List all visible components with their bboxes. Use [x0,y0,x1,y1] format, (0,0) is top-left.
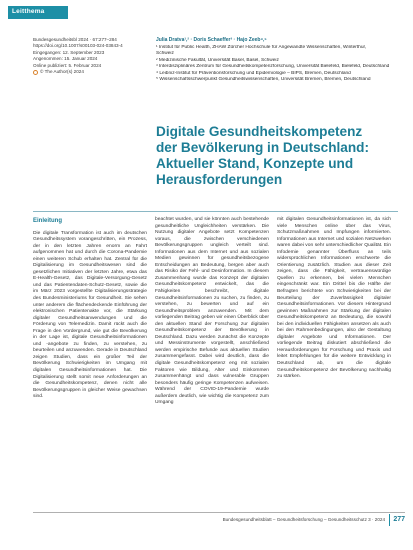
affiliation: ³ Interdisziplinäres Zentrum für Gesundheitskompetenzforschung, Universität Bielefeld, Bielefeld, Deutschland [156,64,390,69]
body-text: beachtet wurden, und sie könnten auch bestehende gesundheitliche Ungleichheiten verstärken. Die Nutzung digitaler Angebote setzt Kompetenzen voraus, die zwischen verschiedenen Bevölkerungsgruppen ungleich verteilt sind. Informationen aus dem Internet und aus sozialen Medien gewinnen für gesundheitsbezogene Entscheidungen an Bedeutung, bergen aber auch das Risiko der Fehl- und Desinformation. In diesem Zusammenhang wurde das Konzept der digitalen Gesundheitskompetenz entwickelt, das die Fähigkeiten beschreibt, digitale Gesundheitsinformationen zu suchen, zu finden, zu verstehen, zu bewerten und auf ein Gesundheitsproblem anzuwenden. Mit dem vorliegenden Beitrag geben wir einen Überblick über den aktuellen Stand der Forschung zur digitalen Gesundheitskompetenz der Bevölkerung in Deutschland. Dazu werden zunächst die Konzepte und Messinstrumente vorgestellt, anschließend werden empirische Befunde aus aktuellen Studien zusammengefasst. Dabei wird deutlich, dass die digitale Gesundheitskompetenz eng mit sozialen Faktoren wie Bildung, Alter und Einkommen zusammenhängt und dass vulnerable Gruppen besonders häufig geringe Kompetenzen aufweisen. Während der COVID-19-Pandemie wurde außerdem deutlich, wie wichtig die Kompetenz zum Umgang [155,217,269,406]
title-line: Digitale Gesundheitskompetenz [156,124,363,139]
affiliation: ¹ Institut für Public Health, ZHAW Zürcher Hochschule für Angewandte Wissenschaften, Winterthur, [156,44,367,50]
affiliation: ⁴ Leibniz-Institut für Präventionsforschung und Epidemiologie – BIPS, Bremen, Deutschland [156,70,351,76]
footer-journal: Bundesgesundheitsblatt – Gesundheitsforschung – Gesundheitsschutz 3 · 2024 [222,517,385,522]
meta-citation: Bundesgesundheitsbl 2024 · 67:277–284 [33,37,117,42]
author-names: Julia Dratva¹,² · Doris Schaeffer³ · Hajo Zeeb⁴,⁵ [156,37,267,43]
section-heading: Einleitung [33,218,62,224]
meta-published: Online publiziert: 5. Februar 2024 [33,62,102,68]
meta-copyright [33,69,143,75]
open-access-icon [33,70,38,75]
title-line: Herausforderungen [156,172,283,187]
body-text: mit digitalen Gesundheitsinformationen ist, da sich viele Menschen online über das Virus, Schutzmaßnahmen und Impfungen informierten. Informationen aus Internet und sozialen Netzwerken waren dabei von sehr unterschiedlicher Qualität. Ein Infodemie genannter Überfluss an teils widersprüchlichen Informationen erschwerte die Orientierung zusätzlich. Studien aus dieser Zeit zeigen, dass die Fähigkeit, vertrauenswürdige Quellen zu erkennen, bei vielen Menschen eingeschränkt war. Ein Drittel bis die Hälfte der Befragten berichtete von Schwierigkeiten bei der Beurteilung der Zuverlässigkeit digitaler Gesundheitsinformationen. Vor diesem Hintergrund gewinnen Maßnahmen zur Stärkung der digitalen Gesundheitskompetenz an Bedeutung, die sowohl bei den individuellen Fähigkeiten ansetzen als auch bei den Rahmenbedingungen, also der Gestaltung digitaler Angebote und Informationen. Der vorliegende Beitrag diskutiert abschließend die Herausforderungen für Forschung und Praxis und leitet Empfehlungen für die weitere Entwicklung in Deutschland ab, um die digitale Gesundheitskompetenz der Bevölkerung nachhaltig zu stärken. [277,217,391,380]
text-column-3 [277,217,391,381]
article-title [156,124,404,188]
affiliation: ² Medizinische Fakultät, Universität Basel, Basel, Schweiz [156,57,279,63]
meta-accepted: Angenommen: 15. Januar 2024 [33,56,98,62]
body-text: Die digitale Transformation ist auch im deutschen Gesundheitssystem vorangeschritten, ein Prozess, der in den letzten Jahren enorm an Fahrt aufgenommen hat und durch die Corona-Pandemie einen weiteren Schub erhalten hat. Zentral für die Digitalisierung im Gesundheitswesen sind die gesetzlichen Initiativen der letzten Jahre, etwa das E-Health-Gesetz, das Digitale-Versorgung-Gesetz und das Patientendaten-Schutz-Gesetz, sowie die im März 2023 vorgestellte Digitalisierungsstrategie des Bundesministeriums für Gesundheit. Sie sehen unter anderem die flächendeckende Einführung der elektronischen Patientenakte vor, die Stärkung digitaler Gesundheitsanwendungen und die Förderung von Telemedizin. Damit rückt auch die Frage in den Vordergrund, wie gut die Bevölkerung in der Lage ist, digitale Gesundheitsinformationen und -angebote zu finden, zu verstehen, zu beurteilen und anzuwenden. Gerade in Deutschland zeigen Studien, dass ein großer Teil der Bevölkerung Schwierigkeiten im Umgang mit digitalen Gesundheitsinformationen hat. Die Digitalisierung stellt somit neue Anforderungen an die Gesundheitskompetenz, denen nicht alle Bevölkerungsgruppen in gleicher Weise gewachsen sind. [33,230,147,400]
author-block [156,37,401,84]
text-column-1 [33,217,147,401]
meta-doi-link[interactable]: https://doi.org/10.1007/s00103-024-03843-4 [33,43,123,49]
meta-received: Eingegangen: 12. September 2023 [33,49,105,55]
text-column-2 [155,217,269,407]
title-line: der Bevölkerung in Deutschland: [156,140,370,155]
affiliation: Schweiz [156,51,174,56]
article-meta [33,37,143,75]
page-footer [33,512,405,532]
section-tag-label: Leitthema [12,8,45,15]
divider [33,211,398,212]
section-tag [8,6,68,19]
meta-copyright-text: © The Author(s) 2024 [40,69,84,75]
footer-divider [33,512,405,513]
title-line: Aktueller Stand, Konzepte und [156,156,354,171]
page-number: 277 [389,514,405,526]
affiliation: ⁵ Wissenschaftsschwerpunkt Gesundheitswissenschaften, Universität Bremen, Bremen, Deutschland [156,77,371,82]
